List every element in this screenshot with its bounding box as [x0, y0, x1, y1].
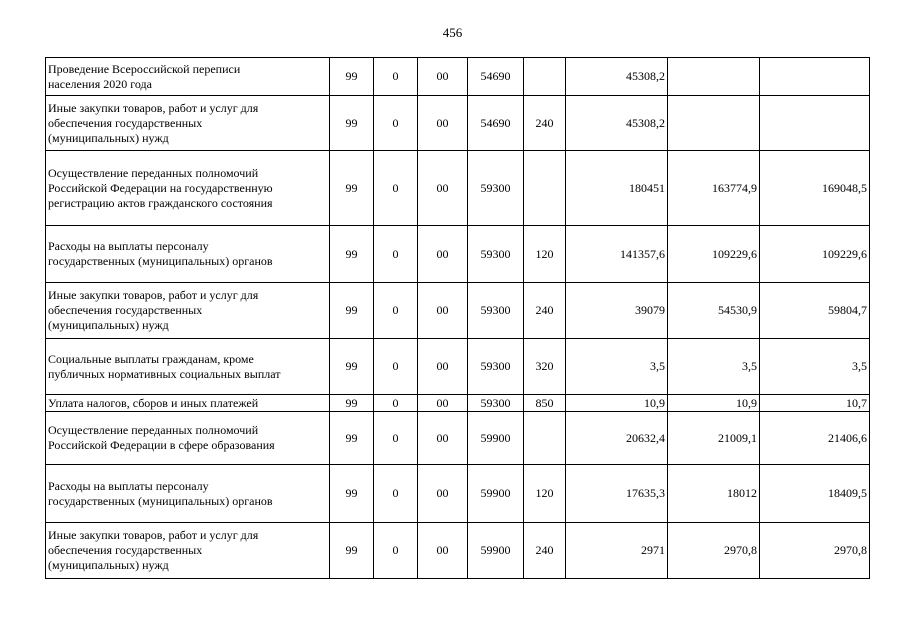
row-name-line: обеспечения государственных — [48, 543, 203, 557]
subprogram-code-cell: 0 — [374, 283, 418, 339]
program-code-cell: 99 — [330, 58, 374, 96]
program-code-cell: 99 — [330, 465, 374, 523]
row-name-line: населения 2020 года — [48, 76, 152, 91]
program-code-cell: 99 — [330, 523, 374, 579]
amount-year2-cell: 163774,9 — [668, 151, 760, 226]
program-code-cell: 99 — [330, 226, 374, 283]
row-name-cell — [46, 465, 330, 523]
program-code-cell: 99 — [330, 151, 374, 226]
table-row — [46, 58, 870, 96]
table-row — [46, 523, 870, 579]
amount-year3-cell — [760, 96, 870, 151]
row-name-cell — [46, 151, 330, 226]
row-name-cell — [46, 339, 330, 395]
direction-code-cell: 00 — [418, 58, 468, 96]
subprogram-code-cell: 0 — [374, 226, 418, 283]
subprogram-code-cell: 0 — [374, 523, 418, 579]
row-name-line: Расходы на выплаты персоналу — [48, 239, 209, 253]
table-row — [46, 96, 870, 151]
row-name-line: (муниципальных) нужд — [48, 130, 169, 145]
subprogram-code-cell: 0 — [374, 395, 418, 412]
subprogram-code-cell: 0 — [374, 151, 418, 226]
amount-year3-cell — [760, 58, 870, 96]
budget-table — [45, 57, 870, 579]
amount-year1-cell: 141357,6 — [566, 226, 668, 283]
row-name-line: публичных нормативных социальных выплат — [48, 366, 281, 381]
expense-code-cell: 59900 — [468, 523, 524, 579]
amount-year1-cell: 10,9 — [566, 395, 668, 412]
amount-year1-cell: 2971 — [566, 523, 668, 579]
row-name-line: Осуществление переданных полномочий — [48, 423, 259, 437]
row-name-cell — [46, 395, 330, 412]
table-body — [46, 58, 870, 579]
amount-year3-cell: 109229,6 — [760, 226, 870, 283]
row-name-line: государственных (муниципальных) органов — [48, 254, 273, 268]
row-name-line: Российской Федерации в сфере образования — [48, 438, 275, 452]
amount-year1-cell: 20632,4 — [566, 412, 668, 465]
amount-year3-cell: 59804,7 — [760, 283, 870, 339]
row-name-line: Проведение Всероссийской переписи — [48, 61, 241, 76]
expense-type-cell — [524, 58, 566, 96]
amount-year2-cell — [668, 96, 760, 151]
amount-year2-cell — [668, 58, 760, 96]
direction-code-cell: 00 — [418, 465, 468, 523]
expense-code-cell: 59300 — [468, 283, 524, 339]
row-name-cell — [46, 96, 330, 151]
row-name-line: Иные закупки товаров, работ и услуг для — [48, 528, 259, 542]
row-name-line: Осуществление переданных полномочий — [48, 165, 259, 180]
amount-year3-cell: 21406,6 — [760, 412, 870, 465]
direction-code-cell: 00 — [418, 151, 468, 226]
amount-year3-cell: 3,5 — [760, 339, 870, 395]
expense-type-cell — [524, 151, 566, 226]
amount-year3-cell: 18409,5 — [760, 465, 870, 523]
subprogram-code-cell: 0 — [374, 339, 418, 395]
direction-code-cell: 00 — [418, 339, 468, 395]
amount-year3-cell: 169048,5 — [760, 151, 870, 226]
expense-code-cell: 59900 — [468, 465, 524, 523]
direction-code-cell: 00 — [418, 523, 468, 579]
expense-type-cell: 850 — [524, 395, 566, 412]
subprogram-code-cell: 0 — [374, 412, 418, 465]
program-code-cell: 99 — [330, 395, 374, 412]
table-row — [46, 226, 870, 283]
amount-year2-cell: 54530,9 — [668, 283, 760, 339]
page-number: 456 — [442, 25, 463, 40]
expense-type-cell: 240 — [524, 96, 566, 151]
direction-code-cell: 00 — [418, 412, 468, 465]
subprogram-code-cell: 0 — [374, 58, 418, 96]
amount-year1-cell: 17635,3 — [566, 465, 668, 523]
amount-year2-cell: 21009,1 — [668, 412, 760, 465]
expense-type-cell: 240 — [524, 283, 566, 339]
expense-type-cell: 120 — [524, 465, 566, 523]
direction-code-cell: 00 — [418, 226, 468, 283]
amount-year2-cell: 3,5 — [668, 339, 760, 395]
row-name-line: Иные закупки товаров, работ и услуг для — [48, 288, 259, 302]
row-name-cell — [46, 283, 330, 339]
row-name-line: Российской Федерации на государственную — [48, 180, 273, 195]
expense-type-cell — [524, 412, 566, 465]
row-name-line: регистрацию актов гражданского состояния — [48, 195, 273, 210]
row-name-line: Социальные выплаты гражданам, кроме — [48, 351, 254, 366]
expense-code-cell: 54690 — [468, 96, 524, 151]
table-row — [46, 412, 870, 465]
amount-year1-cell: 45308,2 — [566, 58, 668, 96]
expense-code-cell: 59900 — [468, 412, 524, 465]
program-code-cell: 99 — [330, 339, 374, 395]
amount-year3-cell: 2970,8 — [760, 523, 870, 579]
row-name-line: (муниципальных) нужд — [48, 558, 169, 572]
amount-year1-cell: 45308,2 — [566, 96, 668, 151]
expense-type-cell: 320 — [524, 339, 566, 395]
row-name-cell — [46, 523, 330, 579]
amount-year3-cell: 10,7 — [760, 395, 870, 412]
table-row — [46, 151, 870, 226]
expense-code-cell: 59300 — [468, 226, 524, 283]
row-name-cell — [46, 58, 330, 96]
table-row — [46, 339, 870, 395]
program-code-cell: 99 — [330, 283, 374, 339]
expense-code-cell: 59300 — [468, 339, 524, 395]
table-row — [46, 465, 870, 523]
amount-year2-cell: 2970,8 — [668, 523, 760, 579]
expense-code-cell: 59300 — [468, 395, 524, 412]
row-name-line: Уплата налогов, сборов и иных платежей — [48, 395, 259, 410]
table-row — [46, 395, 870, 412]
row-name-cell — [46, 226, 330, 283]
subprogram-code-cell: 0 — [374, 465, 418, 523]
row-name-line: (муниципальных) нужд — [48, 318, 169, 332]
amount-year2-cell: 18012 — [668, 465, 760, 523]
amount-year2-cell: 109229,6 — [668, 226, 760, 283]
amount-year1-cell: 180451 — [566, 151, 668, 226]
row-name-line: Иные закупки товаров, работ и услуг для — [48, 100, 259, 115]
program-code-cell: 99 — [330, 412, 374, 465]
table-row — [46, 283, 870, 339]
expense-code-cell: 54690 — [468, 58, 524, 96]
amount-year2-cell: 10,9 — [668, 395, 760, 412]
row-name-line: Расходы на выплаты персоналу — [48, 478, 209, 493]
program-code-cell: 99 — [330, 96, 374, 151]
row-name-cell — [46, 412, 330, 465]
amount-year1-cell: 39079 — [566, 283, 668, 339]
expense-code-cell: 59300 — [468, 151, 524, 226]
expense-type-cell: 240 — [524, 523, 566, 579]
subprogram-code-cell: 0 — [374, 96, 418, 151]
direction-code-cell: 00 — [418, 283, 468, 339]
row-name-line: государственных (муниципальных) органов — [48, 493, 273, 508]
expense-type-cell: 120 — [524, 226, 566, 283]
row-name-line: обеспечения государственных — [48, 303, 203, 317]
row-name-line: обеспечения государственных — [48, 115, 203, 130]
direction-code-cell: 00 — [418, 395, 468, 412]
amount-year1-cell: 3,5 — [566, 339, 668, 395]
direction-code-cell: 00 — [418, 96, 468, 151]
